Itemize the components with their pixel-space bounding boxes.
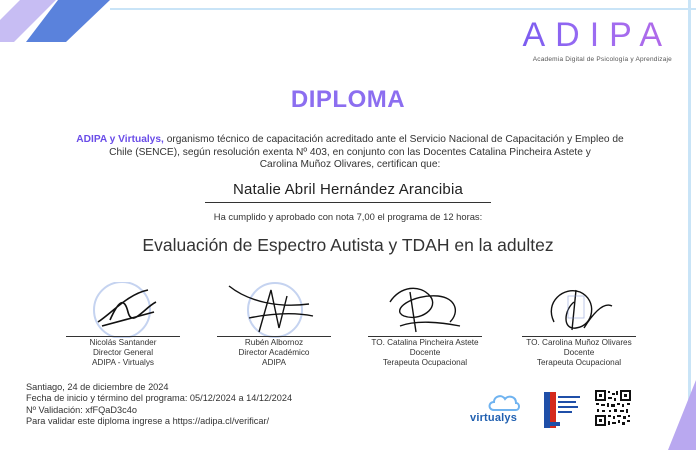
signature-3-icon — [360, 282, 490, 338]
signature-3-line — [368, 336, 482, 337]
signatory-2-org: ADIPA — [262, 358, 286, 368]
intro-line3: Carolina Muñoz Olivares, certifican que: — [259, 159, 441, 171]
signatory-4-name: TO. Carolina Muñoz Olivares — [526, 338, 632, 347]
signature-2-text — [189, 338, 359, 369]
signature-1-text — [38, 338, 208, 369]
signature-4-icon — [514, 282, 644, 338]
place-date: Santiago, 24 de diciembre de 2024 — [26, 382, 169, 392]
qr-code-icon[interactable] — [594, 389, 632, 427]
adipa-logo-tagline: Academia Digital de Psicología y Aprendizaje — [532, 56, 672, 63]
signature-4-text — [494, 338, 664, 369]
adipa-logo — [522, 18, 672, 63]
virtualys-logo-text: virtualys — [470, 412, 518, 424]
chile-government-seal-icon — [542, 390, 584, 430]
signature-1-line — [66, 336, 180, 337]
signature-1-icon — [58, 282, 188, 338]
signature-2-line — [217, 336, 331, 337]
virtualys-logo — [470, 392, 536, 432]
signatory-3-org: Terapeuta Ocupacional — [382, 358, 468, 368]
bottom-right-stripe-decoration — [656, 360, 696, 450]
signatory-1-role: Director General — [92, 348, 154, 358]
signatory-3-role: Docente — [409, 348, 441, 358]
signatory-1-name: Nicolás Santander — [89, 338, 157, 347]
footer-info — [26, 382, 292, 428]
name-underline — [205, 202, 491, 203]
signature-2-icon — [209, 282, 339, 338]
signature-4-line — [522, 336, 636, 337]
top-right-border-decoration — [0, 0, 696, 16]
diploma-title: DIPLOMA — [290, 86, 406, 113]
program-dates: Fecha de inicio y término del programa: 05/12/2024 a 14/12/2024 — [26, 393, 293, 404]
intro-line1: organismo técnico de capacitación acreditado ante el Servicio Nacional de Capacitación y Empleo de — [163, 134, 624, 145]
verify-link[interactable]: Para validar este diploma ingrese a https://adipa.cl/verificar/ — [26, 416, 270, 427]
signatory-1-org: ADIPA - Virtualys — [91, 358, 155, 368]
intro-highlight: ADIPA y Virtualys, — [76, 134, 164, 145]
validation-code: Nº Validación: xfFQaD3c4o — [26, 404, 137, 415]
signature-3-text — [340, 338, 510, 369]
signatory-2-role: Director Académico — [238, 348, 310, 358]
signatory-3-name: TO. Catalina Pincheira Astete — [371, 338, 479, 347]
adipa-logo-text: ADIPA — [522, 16, 672, 54]
recipient-name: Natalie Abril Hernández Arancibia — [232, 181, 464, 198]
course-name: Evaluación de Espectro Autista y TDAH en la adultez — [142, 235, 554, 255]
signatory-2-name: Rubén Albornoz — [244, 338, 304, 347]
approval-text: Ha cumplido y aprobado con nota 7,00 el programa de 12 horas: — [213, 211, 483, 222]
intro-line2: Chile (SENCE), según resolución exenta Nº 403, en conjunto con las Docentes Catalina Pincheira Astete y — [109, 146, 591, 158]
virtualys-cloud-icon — [488, 392, 520, 412]
signatory-4-role: Docente — [563, 348, 595, 358]
signatory-4-org: Terapeuta Ocupacional — [536, 358, 622, 368]
intro-paragraph — [50, 134, 650, 172]
